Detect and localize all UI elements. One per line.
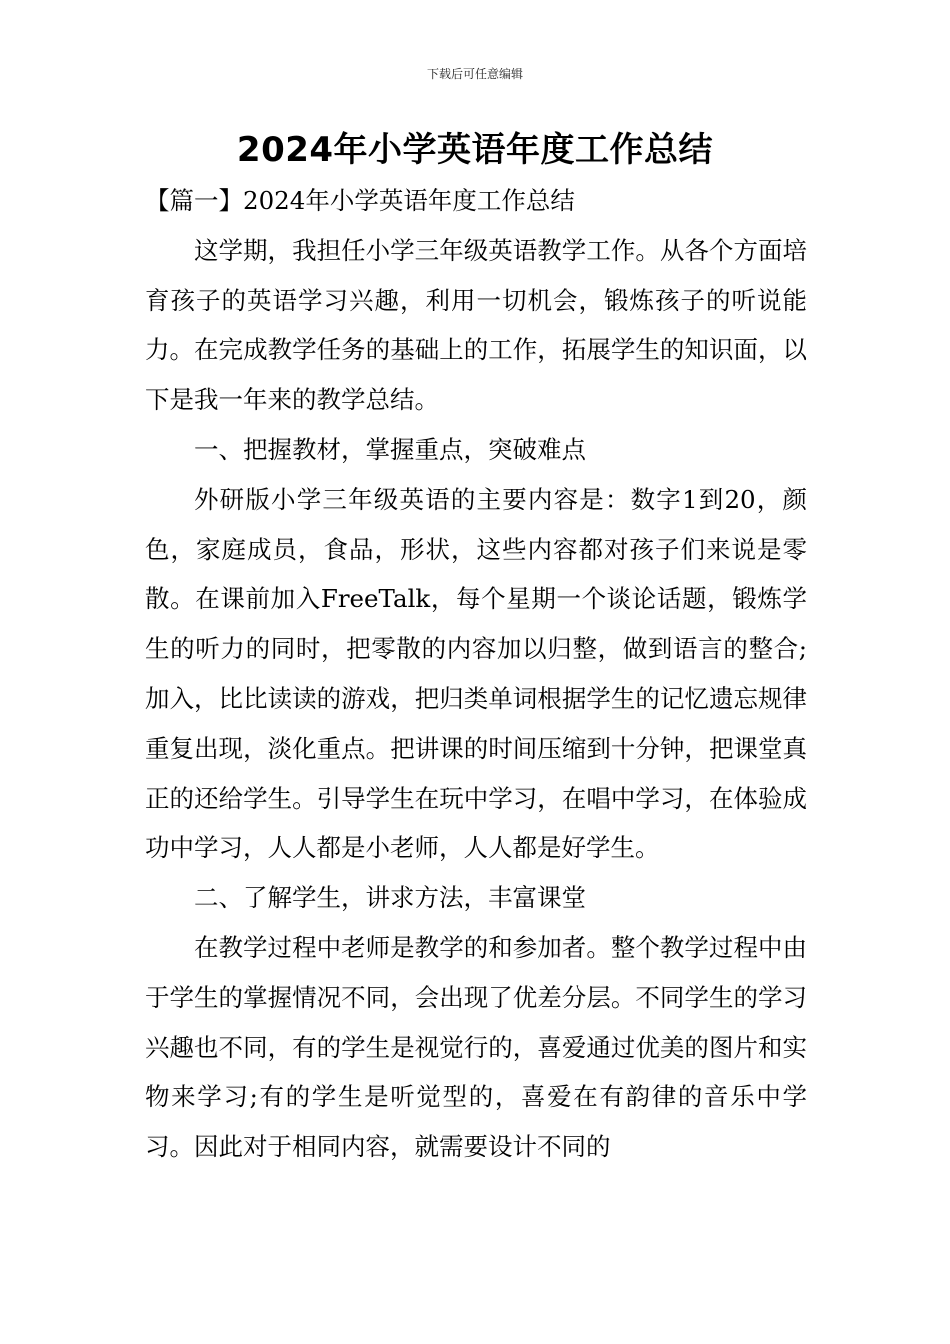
section-label: 【篇一】2024年小学英语年度工作总结 [145,186,575,215]
document-body [145,176,807,1172]
header-note: 下载后可任意编辑 [426,67,523,81]
heading-section-one: 一、把握教材，掌握重点，突破难点 [194,434,586,464]
heading-section-two: 二、了解学生，讲求方法，丰富课堂 [194,883,586,913]
document-title: 2024年小学英语年度工作总结 [236,130,714,170]
paragraph-section-two: 在教学过程中老师是教学的和参加者。整个教学过程中由于学生的掌握情况不同，会出现了优差分层。不同学生的学习兴趣也不同，有的学生是视觉行的，喜爱通过优美的图片和实物来学习;有的学生是听觉型的，喜爱在有韵律的音乐中学习。因此对于相同内容，就需要设计不同的 [145,932,807,1162]
paragraph-section-one: 外研版小学三年级英语的主要内容是：数字1到20，颜色，家庭成员，食品，形状，这些内容都对孩子们来说是零散。在课前加入FreeTalk，每个星期一个谈论话题，锻炼学生的听力的同时，把零散的内容加以归整，做到语言的整合;加入，比比读读的游戏，把归类单词根据学生的记忆遗忘规律重复出现，淡化重点。把讲课的时间压缩到十分钟，把课堂真正的还给学生。引导学生在玩中学习，在唱中学习，在体验成功中学习，人人都是小老师，人人都是好学生。 [145,484,807,863]
paragraph-intro: 这学期，我担任小学三年级英语教学工作。从各个方面培育孩子的英语学习兴趣，利用一切机会，锻炼孩子的听说能力。在完成教学任务的基础上的工作，拓展学生的知识面，以下是我一年来的教学总结。 [145,235,807,415]
